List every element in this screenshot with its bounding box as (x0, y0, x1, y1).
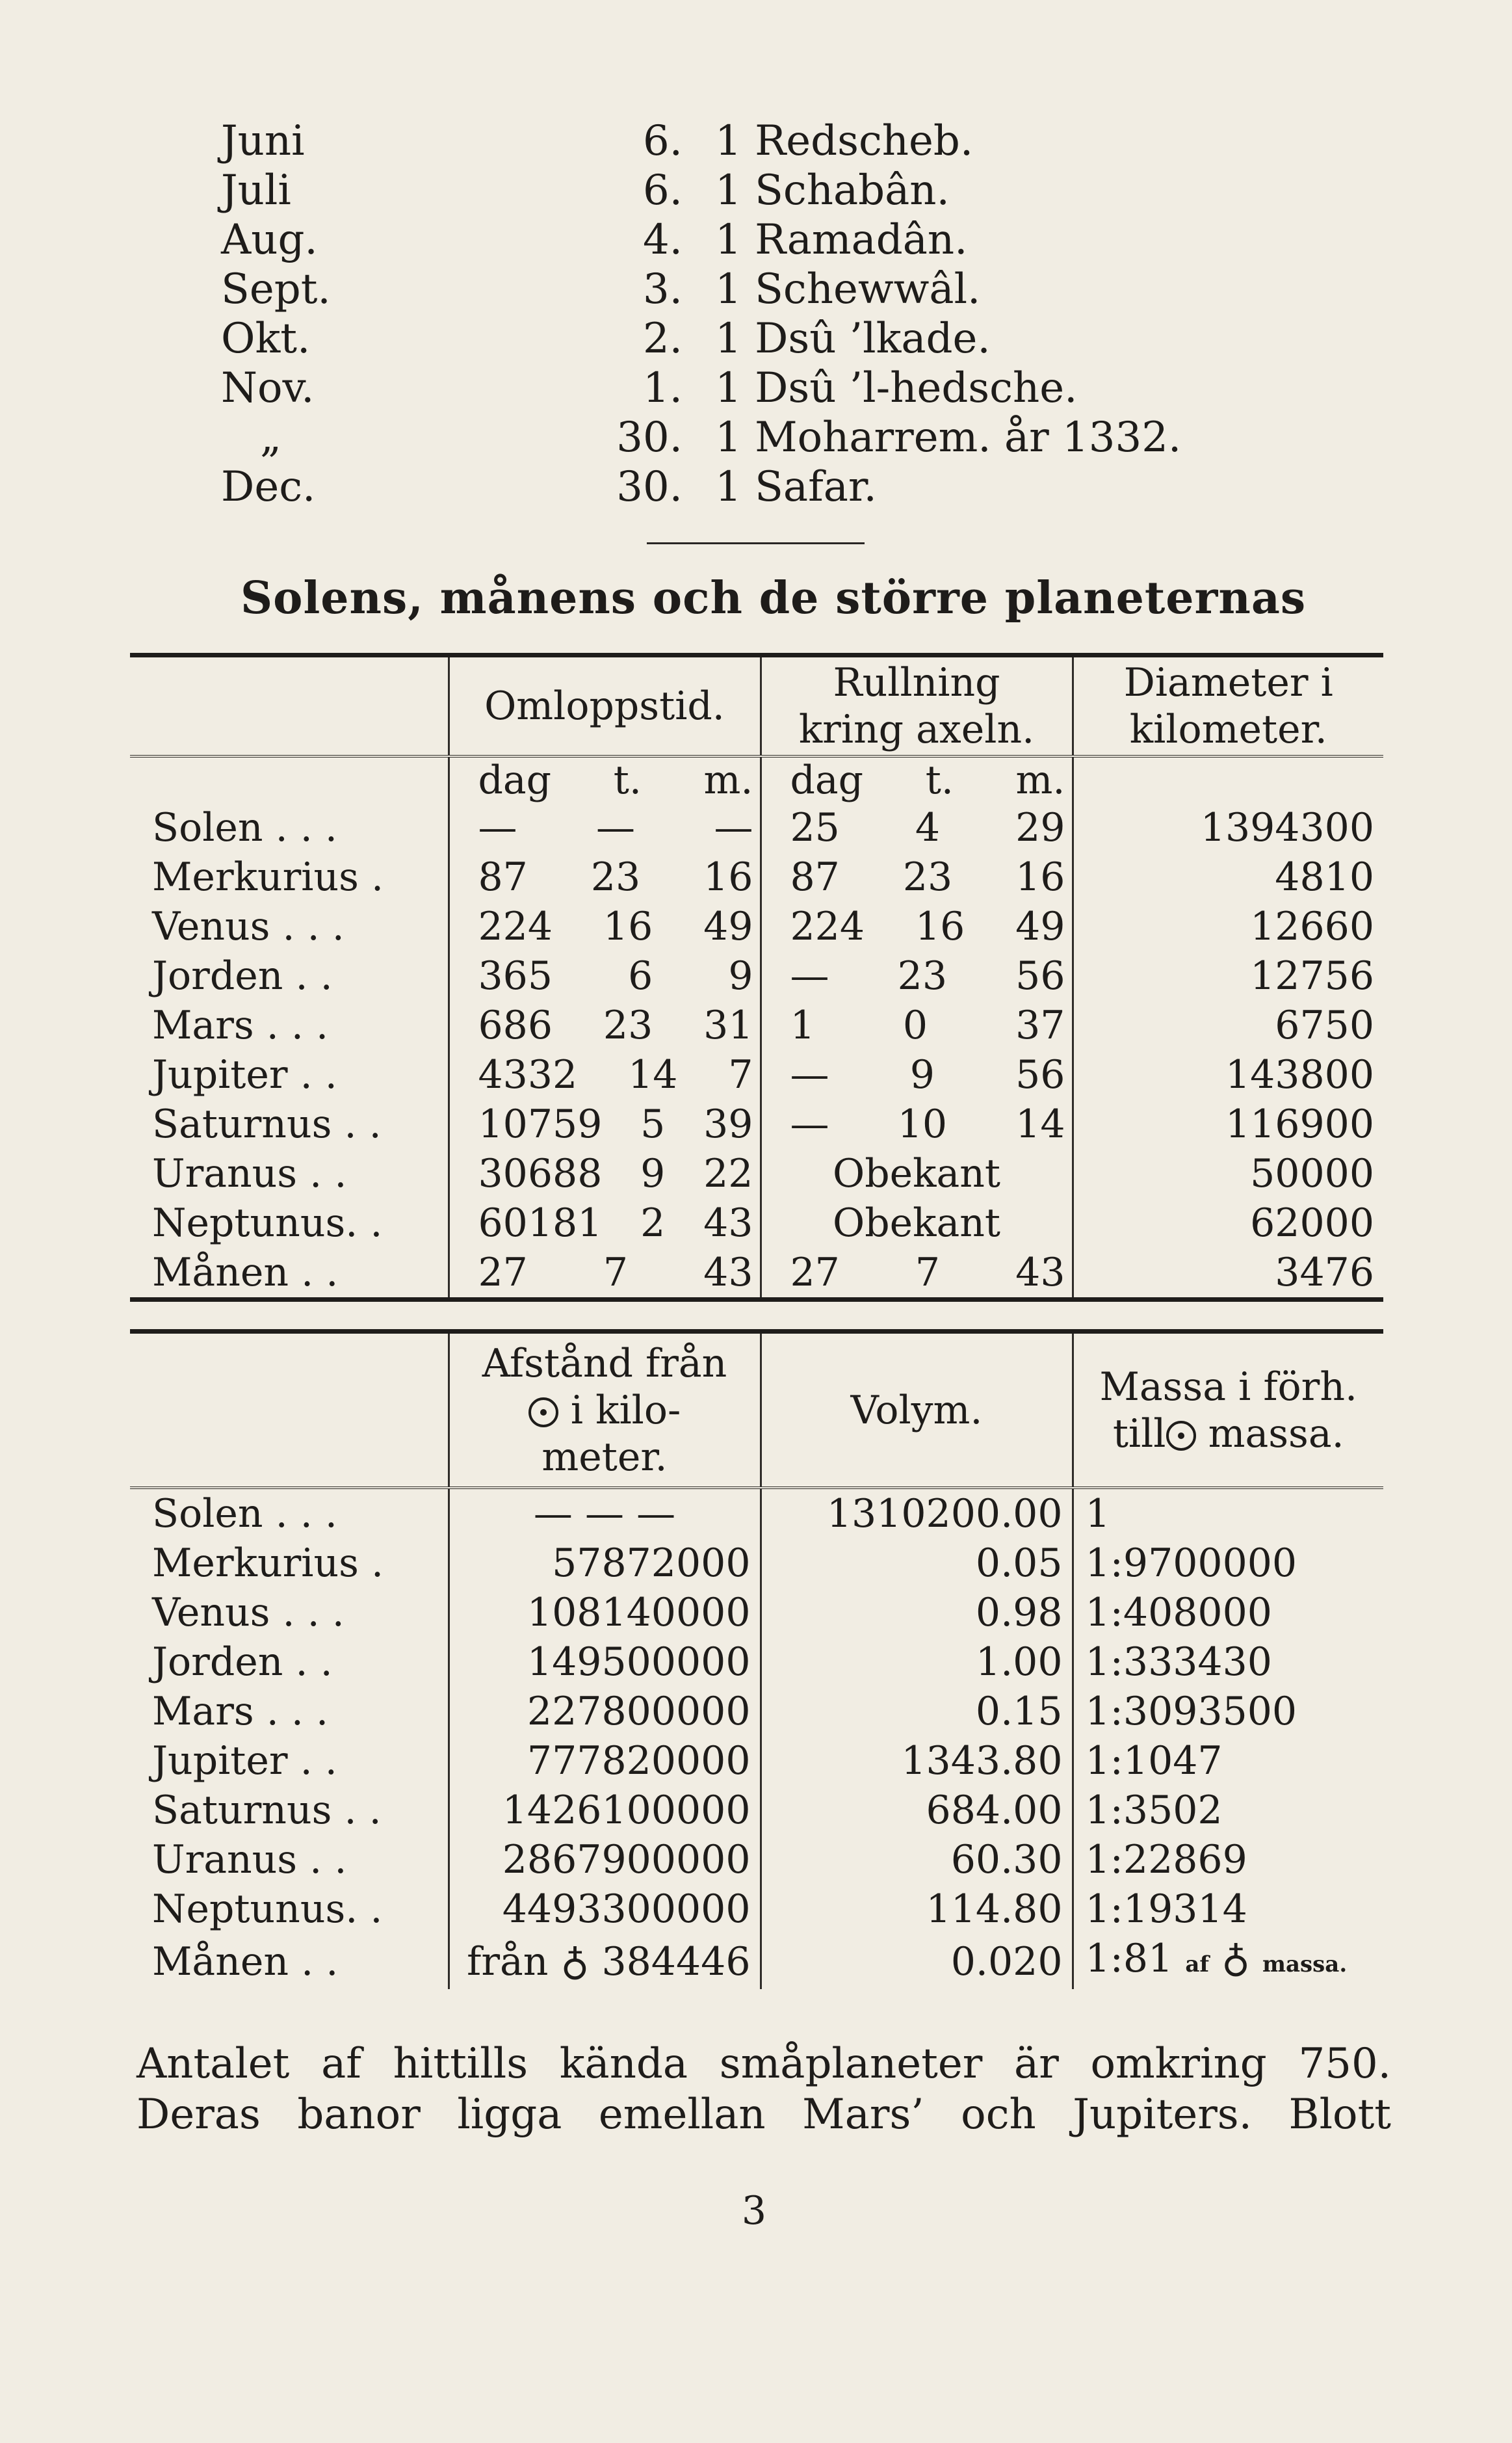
volume-cell: 684.00 (761, 1786, 1073, 1835)
distance-cell (449, 1934, 761, 1989)
rotation-hours: 7 (915, 1250, 941, 1295)
body-name: Jupiter . . (152, 1738, 337, 1784)
table-row (130, 1786, 1383, 1835)
calendar-description: 1 Dsû ’lkade. (715, 315, 991, 363)
distance-cell: 108140000 (449, 1588, 761, 1637)
planet-table-distance (130, 1329, 1383, 1989)
diameter-cell: 62000 (1073, 1198, 1383, 1248)
diameter-cell: 12756 (1073, 951, 1383, 1001)
table-row (130, 1198, 1383, 1248)
rotation-days: — (790, 953, 829, 999)
header-mass (1073, 1332, 1383, 1488)
volume-cell: 1343.80 (761, 1736, 1073, 1786)
diameter-cell: 143800 (1073, 1050, 1383, 1100)
mass-cell: 1:19314 (1073, 1884, 1383, 1934)
calendar-description: 1 Ramadân. (715, 216, 968, 264)
rotation-cell (761, 902, 1073, 951)
period-hours: 7 (603, 1250, 629, 1295)
section-divider (647, 542, 865, 544)
rotation-hours: 0 (902, 1003, 928, 1048)
body-name: Venus . . . (152, 1590, 345, 1635)
earth-symbol-icon: ♁ (560, 1938, 590, 1985)
mass-cell: 1:9700000 (1073, 1538, 1383, 1588)
header-volume (761, 1332, 1073, 1488)
volume-cell: 114.80 (761, 1884, 1073, 1934)
period-minutes: 22 (703, 1151, 753, 1196)
body-name: Solen . . . (152, 1491, 337, 1537)
header-volume-label: Volym. (850, 1387, 983, 1433)
distance-cell: 1426100000 (449, 1786, 761, 1835)
header-distance-line3: meter. (541, 1434, 668, 1480)
sun-symbol-icon (1166, 1421, 1196, 1451)
volume-cell: 0.05 (761, 1538, 1073, 1588)
rotation-hours: 16 (915, 904, 965, 949)
table-row (130, 1736, 1383, 1786)
mass-word: massa. (1262, 1951, 1348, 1977)
distance-prefix: från (467, 1938, 549, 1985)
rotation-cell (761, 1248, 1073, 1300)
calendar-description: 1 Safar. (715, 463, 877, 511)
unit-day: dag (790, 758, 864, 803)
calendar-month: Okt. (221, 315, 311, 363)
table-row (130, 1538, 1383, 1588)
period-hours: 23 (603, 1003, 653, 1048)
table-row (130, 1149, 1383, 1198)
header-mass-line2 (1074, 1410, 1384, 1457)
page-title: Solens, månens och de större planeternas (241, 572, 1307, 624)
table-header-row (130, 655, 1383, 757)
calendar-day: 6. (642, 117, 683, 165)
header-blank (130, 1332, 449, 1488)
period-cell (449, 803, 761, 852)
unit-hour: t. (925, 758, 954, 803)
calendar-description: 1 Moharrem. år 1332. (715, 414, 1182, 462)
body-name: Jorden . . (152, 1639, 333, 1685)
calendar-description: 1 Schabân. (715, 166, 950, 215)
rotation-cell (761, 1198, 1073, 1248)
rotation-minutes: 16 (1015, 854, 1065, 900)
period-hours: 14 (628, 1052, 678, 1098)
header-distance-line2 (450, 1387, 760, 1434)
period-hours: 9 (640, 1151, 666, 1196)
period-days: 4332 (478, 1052, 578, 1098)
table-row (130, 1248, 1383, 1300)
diameter-cell: 50000 (1073, 1149, 1383, 1198)
period-cell (449, 1050, 761, 1100)
body-name: Månen . . (130, 1248, 449, 1300)
rotation-minutes: 43 (1015, 1250, 1065, 1295)
period-units (449, 756, 761, 803)
body-name: Saturnus . . (152, 1788, 382, 1833)
diameter-cell: 4810 (1073, 852, 1383, 902)
distance-cell: 777820000 (449, 1736, 761, 1786)
table-row (130, 951, 1383, 1001)
period-days: 10759 (478, 1102, 603, 1147)
paragraph-line: Deras banor ligga emellan Mars’ och Jupiters. Blott (137, 2091, 1391, 2139)
rotation-cell (761, 1149, 1073, 1198)
mass-cell: 1:22869 (1073, 1835, 1383, 1884)
period-hours: 23 (590, 854, 641, 900)
header-period (449, 655, 761, 757)
header-distance (449, 1332, 761, 1488)
table-row (130, 1835, 1383, 1884)
diameter-cell: 12660 (1073, 902, 1383, 951)
period-days: 686 (478, 1003, 553, 1048)
unit-day: dag (478, 758, 552, 803)
body-name: Neptunus. . (152, 1200, 383, 1246)
body-name: Merkurius . (152, 854, 384, 900)
mass-cell: 1:3093500 (1073, 1687, 1383, 1736)
distance-cell: 4493300000 (449, 1884, 761, 1934)
body-name: Neptunus. . (152, 1886, 383, 1932)
body-name: Venus . . . (152, 904, 345, 949)
header-diameter-line1: Diameter i (1123, 660, 1333, 706)
rotation-minutes: 56 (1015, 1052, 1065, 1098)
rotation-cell (761, 1001, 1073, 1050)
period-days: 365 (478, 953, 553, 999)
calendar-month: „ (260, 414, 282, 462)
rotation-days: 27 (790, 1250, 840, 1295)
rotation-cell (761, 1100, 1073, 1149)
period-cell (449, 951, 761, 1001)
table-row (130, 803, 1383, 852)
body-name: Mars . . . (152, 1003, 329, 1048)
header-mass-line1: Massa i förh. (1099, 1364, 1358, 1410)
mass-af: af (1185, 1951, 1209, 1977)
rotation-minutes: 29 (1015, 805, 1065, 851)
body-name: Solen . . . (152, 805, 337, 851)
rotation-days: 1 (790, 1003, 815, 1048)
rotation-hours: 23 (897, 953, 947, 999)
body-name: Saturnus . . (152, 1102, 382, 1147)
period-cell (449, 1001, 761, 1050)
period-cell (449, 1149, 761, 1198)
header-distance-line2-text: i kilo- (570, 1387, 681, 1433)
planet-table-rotation (130, 653, 1383, 1302)
rotation-cell (761, 852, 1073, 902)
rotation-hours: 9 (909, 1052, 935, 1098)
body-paragraph (137, 2039, 1391, 2140)
volume-cell: 0.020 (761, 1934, 1073, 1989)
period-cell (449, 852, 761, 902)
calendar-month: Dec. (221, 463, 316, 511)
period-minutes: 43 (703, 1200, 753, 1246)
period-cell (449, 1100, 761, 1149)
volume-cell: 0.98 (761, 1588, 1073, 1637)
header-rotation-line1: Rullning (833, 660, 1000, 706)
units-row (130, 756, 1383, 803)
header-rotation (761, 655, 1073, 757)
unit-minute: m. (703, 758, 753, 803)
rotation-text: Obekant (833, 1151, 1000, 1196)
mass-value: 1:81 (1085, 1936, 1173, 1981)
earth-symbol-icon: ♁ (1221, 1936, 1250, 1981)
rotation-hours: 4 (915, 805, 941, 851)
calendar-day: 3. (642, 265, 683, 313)
header-mass-word: massa. (1208, 1410, 1344, 1457)
period-cell (449, 902, 761, 951)
rotation-minutes: 56 (1015, 953, 1065, 999)
period-minutes: 7 (728, 1052, 753, 1098)
body-name: Jupiter . . (152, 1052, 337, 1098)
calendar-day: 30. (616, 414, 683, 462)
paragraph-line: Antalet af hittills kända småplaneter är omkring 750. (137, 2040, 1391, 2088)
calendar-month: Juli (221, 166, 291, 215)
body-name: Mars . . . (152, 1689, 329, 1734)
header-rotation-line2: kring axeln. (798, 707, 1035, 752)
mass-cell (1073, 1934, 1383, 1989)
rotation-minutes: 14 (1015, 1102, 1065, 1147)
body-name: Månen . . (152, 1938, 339, 1985)
period-cell (449, 1198, 761, 1248)
header-blank (130, 655, 449, 757)
unit-hour: t. (613, 758, 642, 803)
body-name: Uranus . . (152, 1837, 347, 1882)
table-row (130, 1050, 1383, 1100)
calendar-description: 1 Redscheb. (715, 117, 974, 165)
period-cell (449, 1248, 761, 1300)
calendar-day: 4. (642, 216, 683, 264)
distance-value: 384446 (601, 1938, 751, 1985)
body-name: Uranus . . (152, 1151, 347, 1196)
distance-cell: 149500000 (449, 1637, 761, 1687)
table-row (130, 1001, 1383, 1050)
calendar-day: 6. (642, 166, 683, 215)
rotation-hours: 10 (897, 1102, 947, 1147)
period-days: 60181 (478, 1200, 603, 1246)
rotation-days: 25 (790, 805, 840, 851)
period-minutes: 31 (703, 1003, 753, 1048)
period-hours: 16 (603, 904, 653, 949)
distance-cell: 2867900000 (449, 1835, 761, 1884)
rotation-days: — (790, 1052, 829, 1098)
period-minutes: — (714, 805, 753, 851)
header-distance-line1: Afstånd från (482, 1340, 727, 1386)
distance-cell: 57872000 (449, 1538, 761, 1588)
diameter-cell: 3476 (1073, 1248, 1383, 1300)
table-row (130, 1934, 1383, 1989)
period-days: 27 (478, 1250, 528, 1295)
mass-cell: 1 (1073, 1488, 1383, 1538)
mass-cell: 1:3502 (1073, 1786, 1383, 1835)
table-row (130, 1884, 1383, 1934)
rotation-units (761, 756, 1073, 803)
distance-cell: 227800000 (449, 1687, 761, 1736)
period-hours: — (596, 805, 635, 851)
rotation-cell (761, 951, 1073, 1001)
calendar-month: Juni (221, 117, 305, 165)
period-minutes: 9 (728, 953, 753, 999)
period-minutes: 39 (703, 1102, 753, 1147)
calendar-month: Sept. (221, 265, 331, 313)
rotation-text: Obekant (833, 1200, 1000, 1246)
period-minutes: 16 (703, 854, 753, 900)
calendar-month: Nov. (221, 364, 315, 412)
table-row (130, 1637, 1383, 1687)
calendar-day: 2. (642, 315, 683, 363)
period-days: — (478, 805, 517, 851)
table-row (130, 852, 1383, 902)
table-header-row (130, 1332, 1383, 1488)
mass-cell: 1:1047 (1073, 1736, 1383, 1786)
rotation-hours: 23 (902, 854, 953, 900)
table-row (130, 902, 1383, 951)
rotation-days: 224 (790, 904, 865, 949)
volume-cell: 1310200.00 (761, 1488, 1073, 1538)
period-days: 224 (478, 904, 553, 949)
calendar-day: 1. (642, 364, 683, 412)
distance-cell: — — — (449, 1488, 761, 1538)
period-days: 87 (478, 854, 528, 900)
header-period-label: Omloppstid. (484, 683, 725, 729)
rotation-days: — (790, 1102, 829, 1147)
period-hours: 6 (628, 953, 653, 999)
table-row (130, 1588, 1383, 1637)
rotation-minutes: 49 (1015, 904, 1065, 949)
volume-cell: 0.15 (761, 1687, 1073, 1736)
table-row (130, 1100, 1383, 1149)
mass-cell: 1:333430 (1073, 1637, 1383, 1687)
rotation-minutes: 37 (1015, 1003, 1065, 1048)
diameter-cell: 6750 (1073, 1001, 1383, 1050)
mass-cell: 1:408000 (1073, 1588, 1383, 1637)
calendar-month: Aug. (221, 216, 318, 264)
period-hours: 5 (640, 1102, 666, 1147)
header-mass-till: till (1112, 1410, 1166, 1457)
volume-cell: 1.00 (761, 1637, 1073, 1687)
body-name: Jorden . . (152, 953, 333, 999)
calendar-day: 30. (616, 463, 683, 511)
calendar-description: 1 Dsû ’l-hedsche. (715, 364, 1078, 412)
period-minutes: 49 (703, 904, 753, 949)
header-diameter (1073, 655, 1383, 757)
diameter-cell: 116900 (1073, 1100, 1383, 1149)
diameter-cell: 1394300 (1073, 803, 1383, 852)
volume-cell: 60.30 (761, 1835, 1073, 1884)
sun-symbol-icon (528, 1397, 558, 1427)
period-minutes: 43 (703, 1250, 753, 1295)
period-hours: 2 (640, 1200, 666, 1246)
rotation-cell (761, 1050, 1073, 1100)
unit-minute: m. (1015, 758, 1065, 803)
calendar-description: 1 Schewwâl. (715, 265, 981, 313)
table-row (130, 1687, 1383, 1736)
body-name: Merkurius . (152, 1540, 384, 1586)
header-diameter-line2: kilometer. (1129, 707, 1327, 752)
rotation-days: 87 (790, 854, 840, 900)
page-number: 3 (741, 2188, 767, 2234)
period-days: 30688 (478, 1151, 603, 1196)
rotation-cell (761, 803, 1073, 852)
table-row (130, 1488, 1383, 1538)
